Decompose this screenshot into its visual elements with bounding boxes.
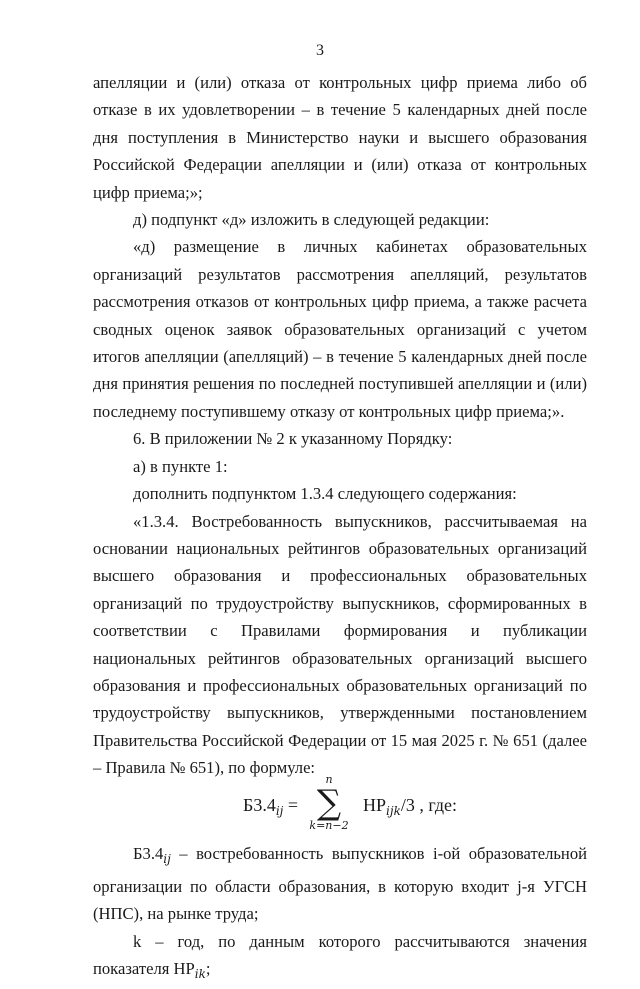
paragraph-add-subpoint: дополнить подпунктом 1.3.4 следующего содержания: [133, 484, 517, 504]
paragraph-point-1: а) в пункте 1: [133, 456, 228, 476]
paragraph-appendix-2: 6. В приложении № 2 к указанному Порядку: [133, 429, 453, 449]
formula-lhs: $Б3.4_{ij}$ = [243, 794, 299, 818]
paragraph-subpoint-d-intro: д) подпункт «д» изложить в следующей редакции: [133, 210, 490, 230]
definition-k: k – год, по данным которого рассчитываются значения показателя $НР_{ik}$; [93, 931, 587, 982]
document-body [93, 69, 587, 989]
sum-lower-limit: k=n−2 [309, 818, 349, 832]
paragraph-subpoint-d-text: «д) размещение в личных кабинетах образовательных организаций результатов рассмотрения апелляций, результатов рассмотрения отказов от контрольных цифр приема, а также расчета сводных оценок заявок образовательных организаций с учетом итогов апелляции (апелляций) – в течение 5 календарных дней после дня принятия решения по последней поступившей апелляции и (или) последнему поступившему отказу от контрольных цифр приема;». [93, 237, 587, 421]
paragraph-appeal-deadline: апелляции и (или) отказа от контрольных цифр приема либо об отказе в их удовлетворении – в течение 5 календарных дней после дня поступления в Министерство науки и высшего образования Российской Федерации апелляции и (или) отказа от контрольных цифр приема;»; [93, 73, 587, 202]
definition-b3-4: $Б3.4_{ij}$ – востребованность выпускников i-ой образовательной организации по области образования, в которую входит j-я УГСН (НПС), на рынке труда; [93, 843, 587, 924]
sum-upper-limit: n [325, 772, 333, 786]
summation-symbol [301, 774, 357, 832]
page-number: 3 [316, 42, 324, 59]
sigma-icon: ∑ [316, 782, 342, 823]
paragraph-1-3-4: «1.3.4. Востребованность выпускников, рассчитываемая на основании национальных рейтингов образовательных организаций высшего образования и профессиональных образовательных организаций по трудоустройству выпускников, сформированных в соответствии с Правилами формирования и публикации национальных рейтингов образовательных организаций высшего образования и профессиональных образовательных организаций по трудоустройству выпускников, утвержденными постановлением Правительства Российской Федерации от 15 мая 2025 г. № 651 (далее – Правила № 651), по формуле: [93, 511, 587, 778]
formula-b3-4 [93, 772, 587, 840]
formula-rhs: $НР_{ijk}/3$ , где: [363, 794, 457, 818]
